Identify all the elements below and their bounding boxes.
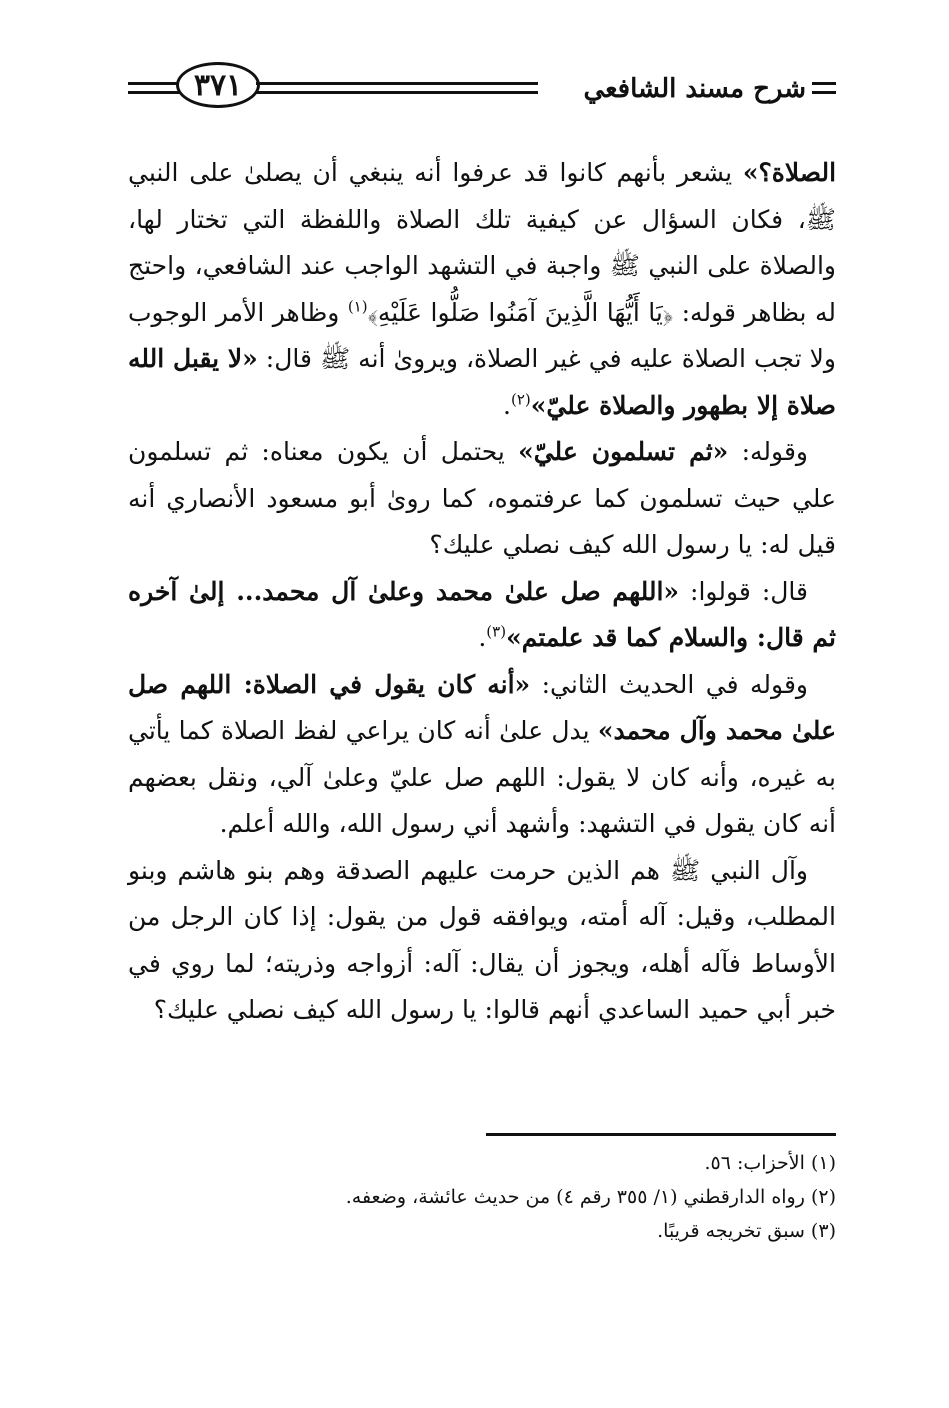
header-rule-middle xyxy=(256,82,538,94)
paragraph xyxy=(128,150,836,429)
header-rule-right xyxy=(812,82,836,94)
text-run: . xyxy=(478,623,487,652)
paragraph xyxy=(128,848,836,1034)
book-title: شرح مسند الشافعي xyxy=(583,74,806,104)
text-run: قال: قولوا: xyxy=(679,576,808,606)
quoted-text: «اللهم صل علىٰ محمد وعلىٰ آل محمد... إلىٰ آخره ثم قال: والسلام كما قد علمتم» xyxy=(128,576,836,652)
quoted-text: «أنه كان يقول في الصلاة: اللهم صل علىٰ محمد وآل محمد» xyxy=(128,669,836,745)
header-rule-left xyxy=(128,82,180,94)
footnote-2: (٢) رواه الدارقطني (١/ ٣٥٥ رقم ٤) من حديث عائشة، وضعفه. xyxy=(345,1186,836,1208)
quoted-text: الصلاة؟» xyxy=(742,158,837,187)
text-run: يشعر بأنهم كانوا قد عرفوا أنه ينبغي أن يصلىٰ على النبي ﷺ، فكان السؤال عن كيفية تلك الصلاة واللفظة التي تختار لها، والصلاة على النبي ﷺ واجبة في التشهد الواجب عند الشافعي، واحتج له بظاهر قوله: ﴿يَا أَيُّهَا الَّذِينَ آمَنُوا صَلُّوا عَلَيْهِ﴾ xyxy=(128,158,836,327)
text-run: يدل علىٰ أنه كان يراعي لفظ الصلاة كما يأتي به غيره، وأنه كان لا يقول: اللهم صل عليّ وعلىٰ آلي، ونقل بعضهم أنه كان يقول في التشهد: وأشهد أني رسول الله، والله أعلم. xyxy=(128,716,836,838)
text-run: وآل النبي ﷺ هم الذين حرمت عليهم الصدقة وهم بنو هاشم وبنو المطلب، وقيل: آله أمته، ويوافقه قول من يقول: إذا كان الرجل من الأوساط فآله أهله، ويجوز أن يقال: آله: أزواجه وذريته؛ لما روي في خبر أبي حميد الساعدي أنهم قالوا: يا رسول الله كيف نصلي عليك؟ xyxy=(128,855,836,1024)
footnote-1: (١) الأحزاب: ٥٦. xyxy=(704,1152,836,1174)
footnote-separator xyxy=(486,1133,836,1136)
text-run: يحتمل أن يكون معناه: ثم تسلمون علي حيث تسلمون كما عرفتموه، كما روىٰ أبو مسعود الأنصاري أنه قيل له: يا رسول الله كيف نصلي عليك؟ xyxy=(128,437,836,559)
footnote-ref: (١) xyxy=(347,297,368,316)
paragraph xyxy=(128,429,836,569)
text-run: وقوله في الحديث الثاني: xyxy=(530,669,808,699)
footnotes xyxy=(128,1146,836,1248)
footnote-3: (٣) سبق تخريجه قريبًا. xyxy=(657,1220,836,1242)
footnote-ref: (٣) xyxy=(486,622,507,641)
paragraph xyxy=(128,662,836,848)
quoted-text: «ثم تسلمون عليّ» xyxy=(518,437,729,466)
page-header xyxy=(128,60,836,130)
quoted-text: «لا يقبل الله صلاة إلا بطهور والصلاة عليّ» xyxy=(128,344,836,420)
text-run: وظاهر الأمر الوجوب ولا تجب الصلاة عليه في غير الصلاة، ويروىٰ أنه ﷺ قال: xyxy=(128,297,836,373)
paragraph xyxy=(128,569,836,662)
main-text xyxy=(128,150,836,1034)
page-number: ٣٧١ xyxy=(176,62,260,108)
text-run: . xyxy=(503,390,511,420)
footnote-ref: (٢) xyxy=(510,390,531,409)
text-run: وقوله: xyxy=(728,437,808,466)
